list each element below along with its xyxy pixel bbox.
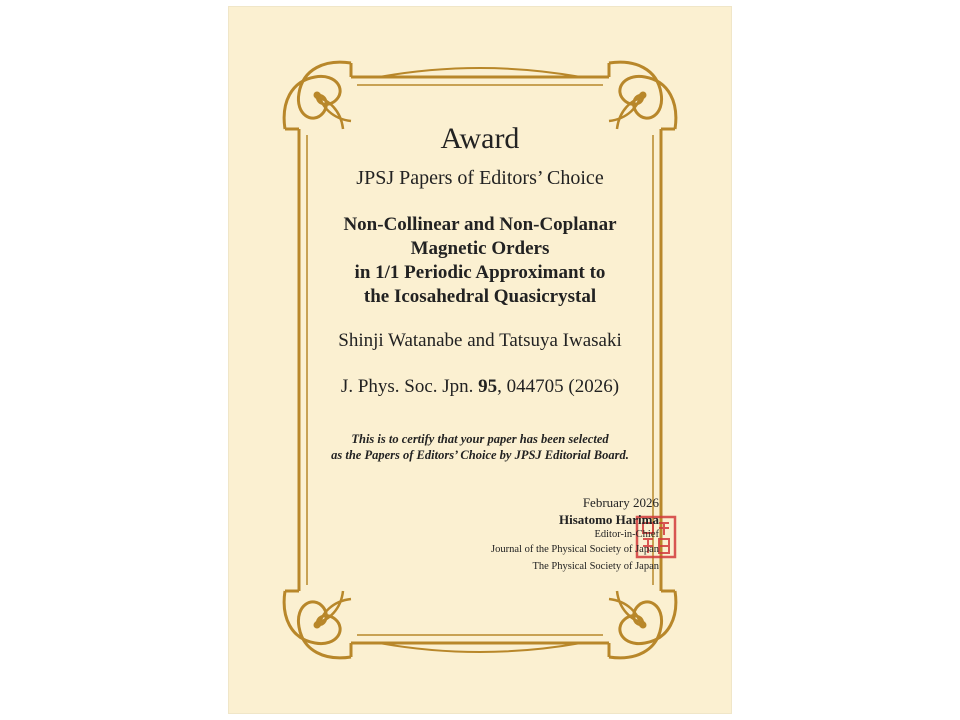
signatory-name: Hisatomo Harima bbox=[558, 512, 659, 527]
paper-title bbox=[229, 213, 731, 309]
citation-article: , 044705 (2026) bbox=[497, 376, 620, 397]
signature-date: February 2026 bbox=[582, 495, 659, 510]
paper-citation bbox=[229, 376, 731, 398]
paper-title-line: Magnetic Orders bbox=[410, 238, 550, 259]
award-title: Award bbox=[440, 122, 520, 155]
paper-title-line: in 1/1 Periodic Approximant to bbox=[354, 262, 606, 283]
ornamental-frame-icon bbox=[229, 7, 731, 713]
paper-title-line: Non-Collinear and Non-Coplanar bbox=[343, 214, 617, 235]
society-name: The Physical Society of Japan bbox=[532, 561, 659, 572]
citation-volume: 95 bbox=[478, 376, 498, 397]
certification-statement bbox=[229, 431, 731, 463]
award-subtitle: JPSJ Papers of Editors’ Choice bbox=[356, 167, 604, 189]
certify-line: This is to certify that your paper has been selected bbox=[351, 432, 609, 446]
citation-journal: J. Phys. Soc. Jpn. bbox=[340, 376, 474, 397]
certify-line: as the Papers of Editors’ Choice by JPSJ Editorial Board. bbox=[331, 448, 629, 462]
journal-name: Journal of the Physical Society of Japan bbox=[491, 544, 659, 555]
paper-title-line: the Icosahedral Quasicrystal bbox=[363, 286, 597, 307]
signatory-role: Editor-in-Chief bbox=[594, 529, 659, 540]
paper-authors: Shinji Watanabe and Tatsuya Iwasaki bbox=[338, 330, 622, 351]
signature-block bbox=[491, 494, 659, 576]
award-certificate bbox=[229, 7, 731, 713]
